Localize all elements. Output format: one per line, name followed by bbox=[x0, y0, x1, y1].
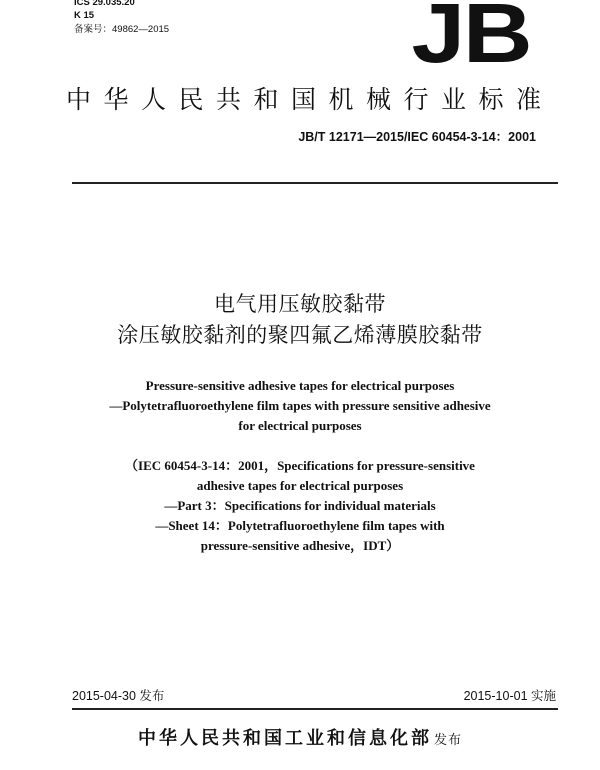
class-code: K 15 bbox=[74, 10, 95, 21]
effective-date: 2015-10-01 实施 bbox=[463, 689, 556, 703]
title-en-line3: for electrical purposes bbox=[238, 418, 362, 433]
bottom-divider bbox=[72, 708, 558, 710]
standard-type: 中华人民共和国机械行业标准 bbox=[66, 85, 554, 114]
record-number: 备案号：49862—2015 bbox=[74, 24, 170, 35]
department-name: 中华人民共和国工业和信息化部 bbox=[137, 728, 432, 749]
top-divider bbox=[72, 182, 558, 184]
iec-line3: —Part 3：Specifications for individual materials bbox=[164, 498, 436, 513]
title-en-line1: Pressure-sensitive adhesive tapes for electrical purposes bbox=[145, 378, 455, 393]
ics-code: ICS 29.035.20 bbox=[74, 0, 135, 8]
iec-line4: —Sheet 14：Polytetrafluoroethylene film tapes with bbox=[155, 518, 445, 533]
iec-line5: pressure-sensitive adhesive，IDT） bbox=[200, 538, 400, 553]
title-cn-line2: 涂压敏胶黏剂的聚四氟乙烯薄膜胶黏带 bbox=[117, 323, 483, 347]
issuing-department bbox=[0, 724, 600, 750]
issue-date: 2015-04-30 发布 bbox=[72, 689, 165, 703]
standard-code: JB/T 12171—2015/IEC 60454-3-14：2001 bbox=[298, 130, 536, 144]
iec-line1: （IEC 60454-3-14：2001，Specifications for pressure-sensitive bbox=[125, 458, 475, 473]
title-cn-line1: 电气用压敏胶黏带 bbox=[214, 292, 386, 316]
title-en-line2: —Polytetrafluoroethylene film tapes with pressure sensitive adhesive bbox=[109, 398, 491, 413]
department-suffix: 发布 bbox=[433, 733, 462, 748]
iec-line2: adhesive tapes for electrical purposes bbox=[196, 478, 404, 493]
jb-logo: JB bbox=[411, 0, 530, 80]
